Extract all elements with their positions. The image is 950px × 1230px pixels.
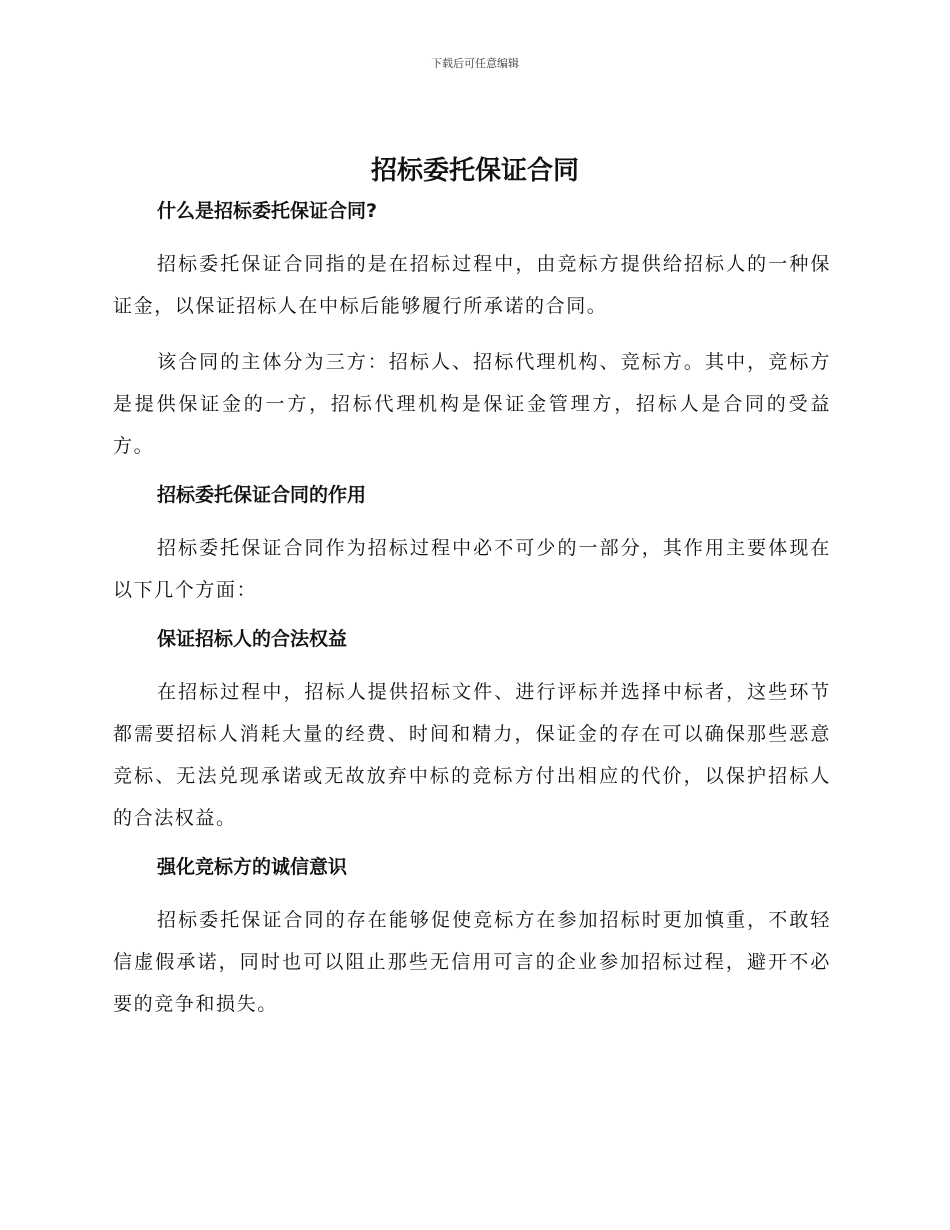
section-heading: 强化竞标方的诚信意识 bbox=[157, 856, 348, 878]
paragraph: 该合同的主体分为三方：招标人、招标代理机构、竞标方。其中，竞标方是提供保证金的一方，招标代理机构是保证金管理方，招标人是合同的受益方。 bbox=[113, 351, 831, 457]
header-note: 下载后可任意编辑 bbox=[431, 57, 519, 70]
paragraph: 招标委托保证合同的存在能够促使竞标方在参加招标时更加慎重，不敢轻信虚假承诺，同时也可以阻止那些无信用可言的企业参加招标过程，避开不必要的竞争和损失。 bbox=[113, 909, 831, 1015]
paragraph: 招标委托保证合同指的是在招标过程中，由竞标方提供给招标人的一种保证金，以保证招标人在中标后能够履行所承诺的合同。 bbox=[113, 253, 831, 317]
document-title: 招标委托保证合同 bbox=[370, 156, 579, 186]
section-heading: 什么是招标委托保证合同? bbox=[157, 200, 378, 222]
section-heading: 保证招标人的合法权益 bbox=[157, 628, 348, 650]
document-body bbox=[113, 197, 831, 1025]
section-heading: 招标委托保证合同的作用 bbox=[157, 484, 367, 506]
paragraph: 招标委托保证合同作为招标过程中必不可少的一部分，其作用主要体现在以下几个方面： bbox=[113, 537, 831, 601]
paragraph: 在招标过程中，招标人提供招标文件、进行评标并选择中标者，这些环节都需要招标人消耗大量的经费、时间和精力，保证金的存在可以确保那些恶意竞标、无法兑现承诺或无故放弃中标的竞标方付出相应的代价，以保护招标人的合法权益。 bbox=[113, 681, 831, 829]
